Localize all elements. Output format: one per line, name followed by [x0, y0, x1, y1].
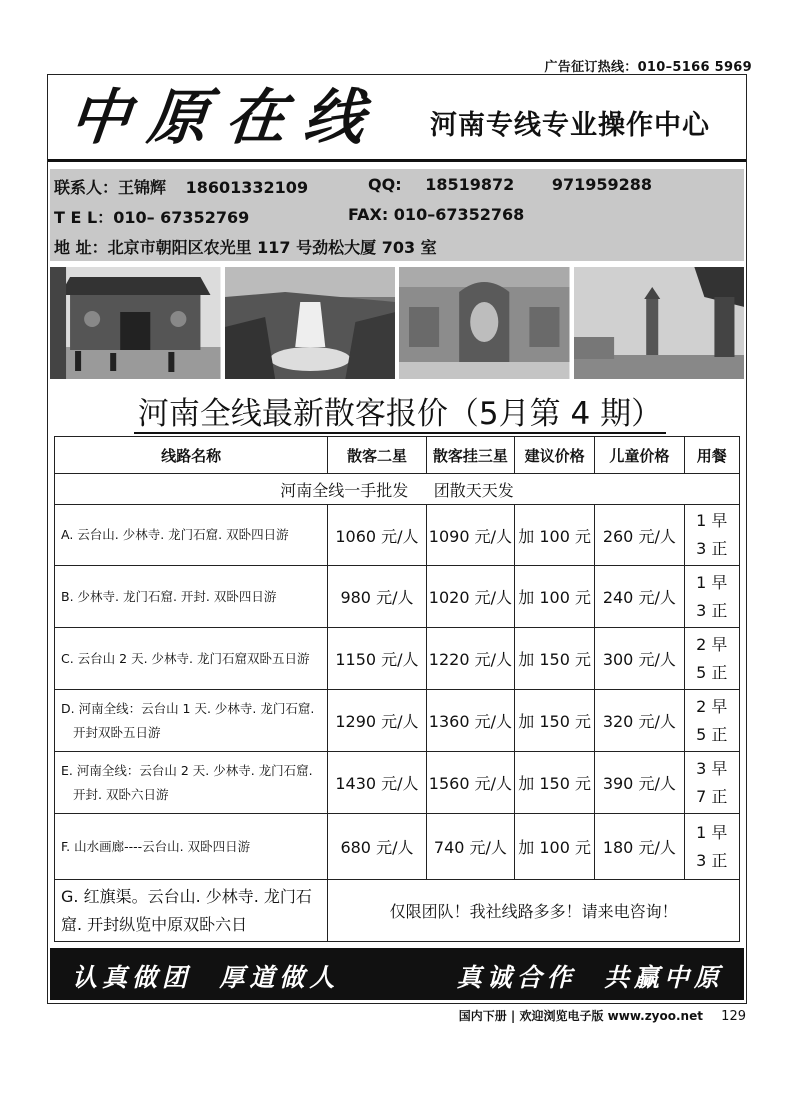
tel-row	[54, 205, 249, 228]
table-header-row	[55, 437, 740, 474]
three-star-price: 1560 元/人	[426, 752, 514, 814]
tel-number: 010– 67352769	[113, 208, 250, 227]
meal-breakfast: 1 早	[696, 511, 728, 530]
meal-main: 3 正	[696, 850, 728, 870]
suggested-price: 加 100 元	[515, 505, 595, 566]
route-line-1: D. 河南全线：云台山 1 天. 少林寺. 龙门石窟.	[61, 700, 315, 716]
route-name	[55, 505, 328, 566]
contact-person-label: 联系人：	[54, 178, 119, 197]
two-star-price: 980 元/人	[328, 566, 427, 628]
route-name	[55, 566, 328, 628]
meal-breakfast: 3 早	[696, 758, 728, 778]
page-number: 129	[721, 1009, 746, 1024]
col-header-meals: 用餐	[684, 437, 740, 474]
col-header-two-star: 散客二星	[328, 437, 427, 474]
col-header-route: 线路名称	[55, 437, 328, 474]
meal-main: 5 正	[696, 662, 728, 682]
meal-main: 7 正	[696, 786, 728, 806]
two-star-price: 1430 元/人	[328, 752, 427, 814]
yuntai-mountain-waterfall-photo	[225, 267, 396, 379]
meals	[684, 566, 740, 628]
col-header-three-star: 散客挂三星	[426, 437, 514, 474]
route-line-1: B. 少林寺. 龙门石窟. 开封. 双卧四日游	[61, 588, 277, 604]
child-price: 390 元/人	[595, 752, 684, 814]
shaolin-temple-photo	[50, 267, 221, 379]
route-name	[55, 880, 328, 942]
meals	[684, 628, 740, 690]
qq-row	[368, 175, 652, 194]
two-star-price: 1290 元/人	[328, 690, 427, 752]
route-line-2: 开封. 双卧六日游	[73, 786, 169, 802]
col-header-child-price: 儿童价格	[595, 437, 684, 474]
table-subheader-row	[55, 474, 740, 505]
scenic-photo-strip	[50, 267, 744, 379]
col-header-suggested-price: 建议价格	[515, 437, 595, 474]
meals	[684, 505, 740, 566]
footer-text: 国内下册 | 欢迎浏览电子版 www.zyoo.net	[458, 1009, 703, 1023]
table-row	[55, 880, 740, 942]
three-star-price: 1020 元/人	[426, 566, 514, 628]
route-line-1: E. 河南全线：云台山 2 天. 少林寺. 龙门石窟.	[61, 762, 313, 778]
route-line-1: A. 云台山. 少林寺. 龙门石窟. 双卧四日游	[61, 527, 289, 542]
page-footer	[459, 1007, 746, 1024]
ad-hotline: 广告征订热线：010–5166 5969	[544, 60, 752, 75]
route-name	[55, 628, 328, 690]
slogan-banner	[50, 948, 744, 1000]
table-row	[55, 752, 740, 814]
tagline: 河南专线专业操作中心	[430, 110, 710, 141]
suggested-price: 加 100 元	[515, 814, 595, 880]
route-name	[55, 690, 328, 752]
suggested-price: 加 150 元	[515, 690, 595, 752]
qq-number-1: 18519872	[425, 175, 515, 194]
route-line-1: C. 云台山 2 天. 少林寺. 龙门石窟双卧五日游	[61, 650, 310, 666]
qq-label: QQ:	[368, 175, 402, 194]
three-star-price: 1090 元/人	[426, 505, 514, 566]
meal-main: 3 正	[696, 539, 728, 558]
child-price: 300 元/人	[595, 628, 684, 690]
brand-logo: 中原在线	[66, 83, 386, 153]
two-star-price: 1060 元/人	[328, 505, 427, 566]
slogan-left: 认真做团 厚道做人	[72, 963, 340, 992]
three-star-price: 740 元/人	[426, 814, 514, 880]
suggested-price: 加 150 元	[515, 752, 595, 814]
meals	[684, 690, 740, 752]
two-star-price: 1150 元/人	[328, 628, 427, 690]
table-row	[55, 690, 740, 752]
price-list-headline	[0, 388, 800, 433]
meal-breakfast: 1 早	[696, 822, 728, 842]
contact-panel	[50, 169, 744, 261]
contact-person-row	[54, 175, 308, 198]
group-only-note: 仅限团队！我社线路多多！请来电咨询！	[328, 880, 740, 942]
qq-number-2: 971959288	[551, 175, 653, 194]
contact-person: 王锦辉	[118, 178, 167, 197]
child-price: 180 元/人	[595, 814, 684, 880]
suggested-price: 加 100 元	[515, 566, 595, 628]
table-row	[55, 814, 740, 880]
child-price: 320 元/人	[595, 690, 684, 752]
route-name	[55, 752, 328, 814]
suggested-price: 加 150 元	[515, 628, 595, 690]
meals	[684, 814, 740, 880]
table-row	[55, 566, 740, 628]
address-row	[54, 235, 437, 258]
meal-breakfast: 1 早	[696, 572, 728, 592]
table-row	[55, 628, 740, 690]
meal-main: 5 正	[696, 724, 728, 744]
route-line-2: 开封双卧五日游	[73, 724, 161, 740]
contact-mobile: 18601332109	[185, 178, 309, 197]
header-divider	[48, 159, 746, 162]
three-star-price: 1220 元/人	[426, 628, 514, 690]
meal-main: 3 正	[696, 600, 728, 620]
address: 北京市朝阳区农光里 117 号劲松大厦 703 室	[107, 238, 437, 257]
table-row	[55, 505, 740, 566]
wholesale-note: 河南全线一手批发 团散天天发	[55, 474, 740, 505]
route-name	[55, 814, 328, 880]
child-price: 240 元/人	[595, 566, 684, 628]
longmen-grottoes-photo	[399, 267, 570, 379]
headline-text: 河南全线最新散客报价（5月第 4 期）	[134, 396, 666, 434]
meals	[684, 752, 740, 814]
price-table	[54, 436, 740, 942]
fax-number: 010–67352768	[393, 205, 525, 224]
route-line-1: F. 山水画廊----云台山. 双卧四日游	[61, 838, 251, 854]
meal-breakfast: 2 早	[696, 696, 728, 716]
three-star-price: 1360 元/人	[426, 690, 514, 752]
child-price: 260 元/人	[595, 505, 684, 566]
route-line-2: 窟. 开封纵览中原双卧六日	[61, 914, 248, 934]
fax-row	[348, 205, 524, 224]
route-line-1: G. 红旗渠。云台山. 少林寺. 龙门石	[61, 886, 312, 906]
address-label: 地 址：	[54, 238, 108, 257]
fax-label: FAX:	[348, 205, 389, 224]
pagoda-park-photo	[574, 267, 745, 379]
meal-breakfast: 2 早	[696, 634, 728, 654]
two-star-price: 680 元/人	[328, 814, 427, 880]
slogan-right: 真诚合作 共赢中原	[456, 963, 724, 992]
tel-label: T E L：	[54, 208, 114, 227]
